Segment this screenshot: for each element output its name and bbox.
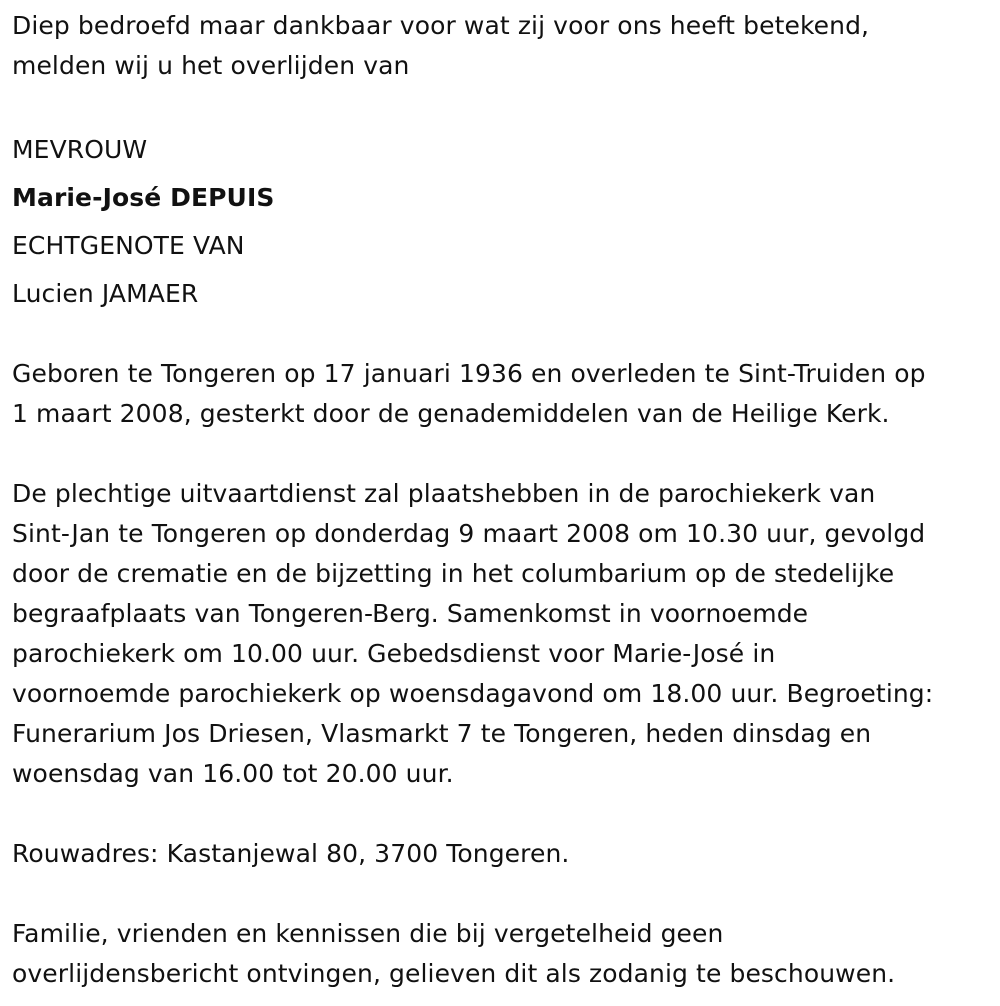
funeral-line: Funerarium Jos Driesen, Vlasmarkt 7 te Tongeren, heden dinsdag en xyxy=(12,719,872,748)
closing-paragraph xyxy=(12,914,997,994)
funeral-paragraph xyxy=(12,474,997,794)
funeral-line: parochiekerk om 10.00 uur. Gebedsdienst voor Marie-José in xyxy=(12,639,776,668)
person-block xyxy=(12,126,997,318)
funeral-line: begraafplaats van Tongeren-Berg. Samenkomst in voornoemde xyxy=(12,599,809,628)
funeral-line: door de crematie en de bijzetting in het columbarium op de stedelijke xyxy=(12,559,895,588)
birth-death-line: 1 maart 2008, gesterkt door de genademiddelen van de Heilige Kerk. xyxy=(12,399,890,428)
mourning-address: Rouwadres: Kastanjewal 80, 3700 Tongeren. xyxy=(12,839,570,868)
spacer xyxy=(12,794,997,834)
spacer xyxy=(12,434,997,474)
address-paragraph xyxy=(12,834,997,874)
spacer xyxy=(12,318,997,354)
funeral-line: De plechtige uitvaartdienst zal plaatshebben in de parochiekerk van xyxy=(12,479,876,508)
birth-death-paragraph xyxy=(12,354,997,434)
intro-line: Diep bedroefd maar dankbaar voor wat zij voor ons heeft betekend, xyxy=(12,11,870,40)
intro-line: melden wij u het overlijden van xyxy=(12,51,410,80)
spouse-name: Lucien JAMAER xyxy=(12,279,199,308)
birth-death-line: Geboren te Tongeren op 17 januari 1936 en overleden te Sint-Truiden op xyxy=(12,359,926,388)
funeral-line: woensdag van 16.00 tot 20.00 uur. xyxy=(12,759,454,788)
person-name: Marie-José DEPUIS xyxy=(12,183,275,212)
spacer xyxy=(12,86,997,126)
funeral-line: voornoemde parochiekerk op woensdagavond om 18.00 uur. Begroeting: xyxy=(12,679,934,708)
closing-line: overlijdensbericht ontvingen, gelieven dit als zodanig te beschouwen. xyxy=(12,959,896,988)
closing-line: Familie, vrienden en kennissen die bij vergetelheid geen xyxy=(12,919,724,948)
funeral-line: Sint-Jan te Tongeren op donderdag 9 maart 2008 om 10.30 uur, gevolgd xyxy=(12,519,926,548)
spacer xyxy=(12,874,997,914)
person-relation: ECHTGENOTE VAN xyxy=(12,231,245,260)
person-title: MEVROUW xyxy=(12,135,148,164)
death-notice xyxy=(12,6,997,994)
intro-paragraph xyxy=(12,6,997,86)
